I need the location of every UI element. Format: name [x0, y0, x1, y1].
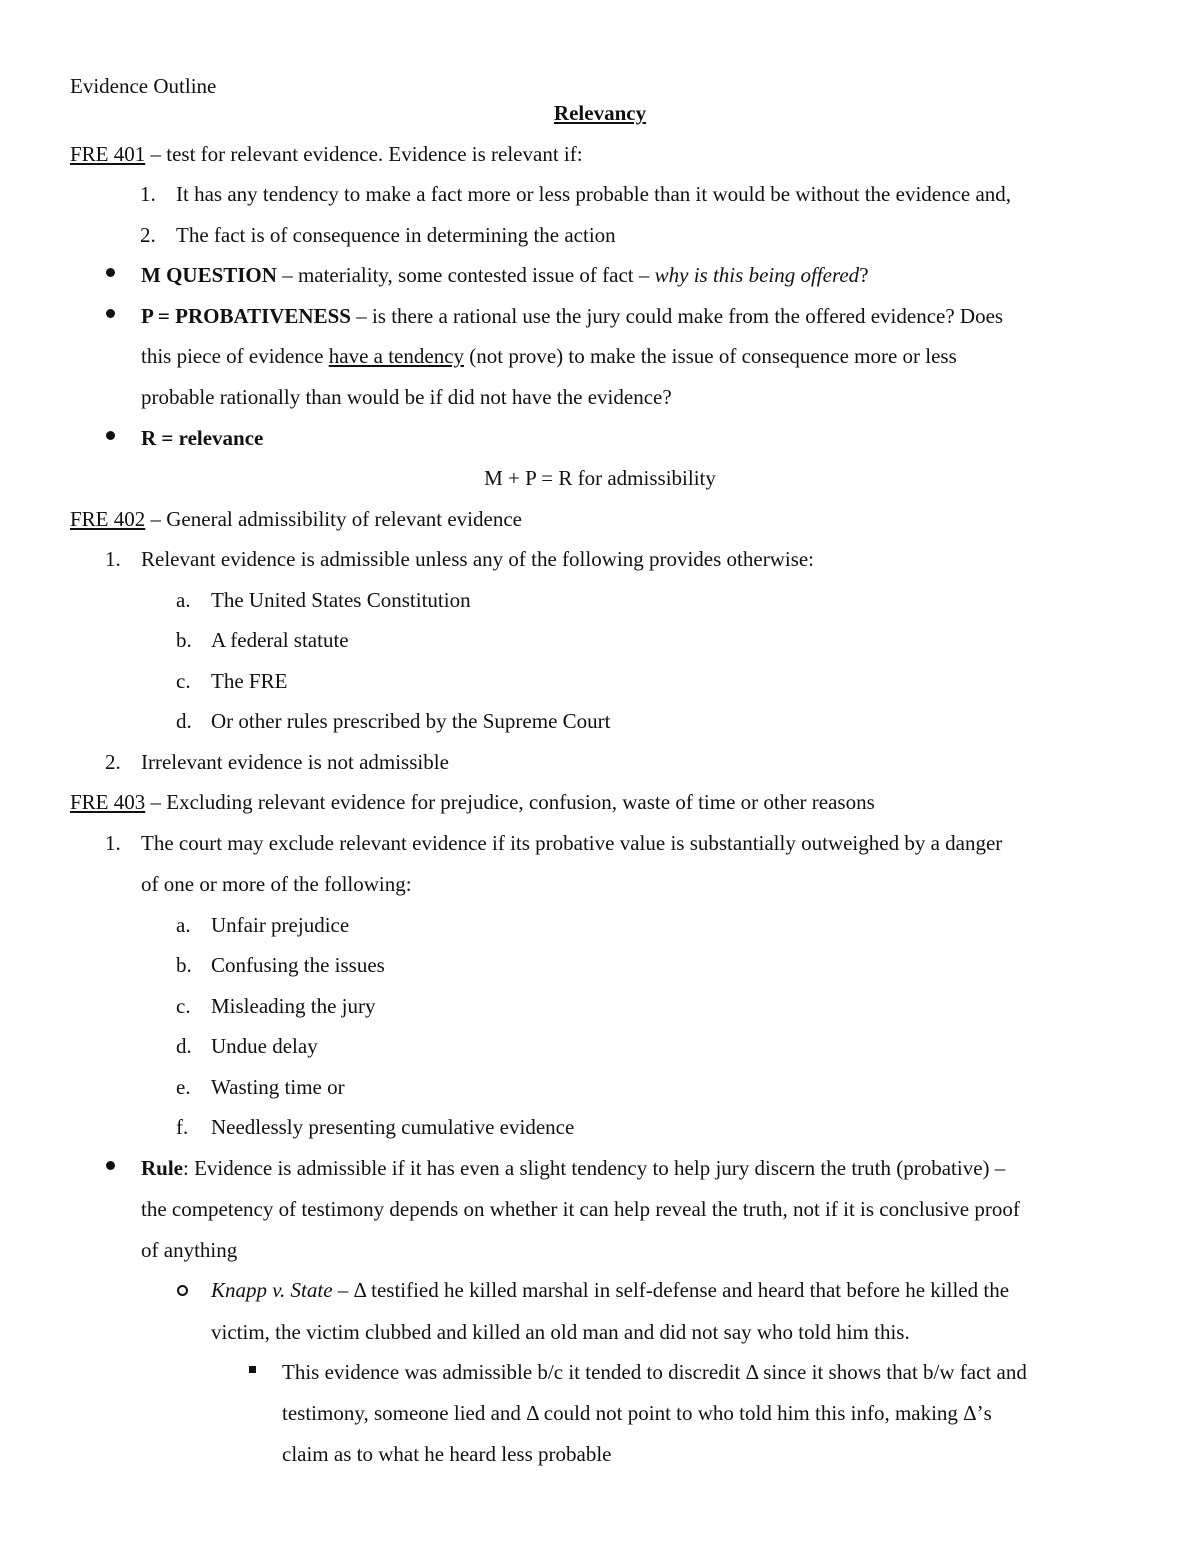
rule-bullet: Rule: Evidence is admissible if it has even a slight tendency to help jury discern the truth (probative) – — [141, 1156, 1006, 1180]
fre402-desc: – General admissibility of relevant evidence — [145, 507, 522, 531]
list-subitem: Undue delay — [211, 1034, 318, 1058]
case-name: Knapp v. State — [211, 1278, 333, 1302]
bullet-dot-icon — [106, 309, 115, 318]
list-letter: c. — [176, 669, 191, 693]
list-letter: b. — [176, 953, 192, 977]
bullet-dot-icon — [106, 268, 115, 277]
case-note: This evidence was admissible b/c it tended to discredit Δ since it shows that b/w fact and — [282, 1360, 1027, 1384]
list-item-cont: of one or more of the following: — [141, 872, 412, 896]
r-relevance-bullet: R = relevance — [141, 426, 264, 450]
bullet-circle-icon — [177, 1285, 188, 1296]
bullet-dot-icon — [106, 1161, 115, 1170]
list-number: 1. — [140, 182, 156, 206]
list-subitem: A federal statute — [211, 628, 349, 652]
list-letter: c. — [176, 994, 191, 1018]
case-bullet-line2: victim, the victim clubbed and killed an old man and did not say who told him this. — [211, 1320, 910, 1344]
rule-bullet-line2: the competency of testimony depends on whether it can help reveal the truth, not if it is conclusive proof — [141, 1197, 1020, 1221]
list-subitem: The United States Constitution — [211, 588, 471, 612]
list-item: Irrelevant evidence is not admissible — [141, 750, 449, 774]
m-question-bullet: M QUESTION – materiality, some contested issue of fact – why is this being offered? — [141, 263, 869, 287]
list-letter: e. — [176, 1075, 191, 1099]
list-letter: b. — [176, 628, 192, 652]
list-item: It has any tendency to make a fact more or less probable than it would be without the evidence and, — [176, 182, 1012, 206]
section-heading: Relevancy — [553, 101, 647, 125]
list-letter: d. — [176, 709, 192, 733]
list-item: The fact is of consequence in determining the action — [176, 223, 616, 247]
bullet-dot-icon — [106, 431, 115, 440]
list-subitem: Or other rules prescribed by the Supreme Court — [211, 709, 611, 733]
fre401-rule: FRE 401 — [70, 142, 146, 166]
list-subitem: Unfair prejudice — [211, 913, 350, 937]
list-letter: f. — [176, 1115, 189, 1139]
list-number: 1. — [105, 831, 121, 855]
list-subitem: Wasting time or — [211, 1075, 345, 1099]
list-number: 2. — [105, 750, 121, 774]
case-bullet: Knapp v. State – Δ testified he killed marshal in self-defense and heard that before he killed the — [211, 1278, 1010, 1302]
p-probativeness-line2: this piece of evidence have a tendency (not prove) to make the issue of consequence more or less — [141, 344, 957, 368]
fre401-heading — [70, 140, 583, 168]
document-title: Evidence Outline — [70, 74, 217, 98]
fre402-heading — [70, 505, 522, 533]
list-subitem: The FRE — [211, 669, 288, 693]
fre403-rule: FRE 403 — [70, 790, 146, 814]
fre401-desc: – test for relevant evidence. Evidence is relevant if: — [145, 142, 583, 166]
case-note-line2: testimony, someone lied and Δ could not point to who told him this info, making Δ’s — [282, 1401, 992, 1425]
list-letter: d. — [176, 1034, 192, 1058]
formula: M + P = R for admissibility — [484, 466, 716, 490]
list-number: 1. — [105, 547, 121, 571]
list-item: The court may exclude relevant evidence if its probative value is substantially outweighed by a danger — [141, 831, 1003, 855]
fre402-rule: FRE 402 — [70, 507, 146, 531]
p-probativeness-bullet: P = PROBATIVENESS – is there a rational use the jury could make from the offered evidence? Does — [141, 304, 1004, 328]
bullet-square-icon — [249, 1366, 256, 1373]
fre403-heading — [70, 788, 875, 816]
list-item: Relevant evidence is admissible unless any of the following provides otherwise: — [141, 547, 815, 571]
list-letter: a. — [176, 913, 191, 937]
p-probativeness-line3: probable rationally than would be if did not have the evidence? — [141, 385, 672, 409]
list-number: 2. — [140, 223, 156, 247]
rule-bullet-line3: of anything — [141, 1238, 238, 1262]
list-letter: a. — [176, 588, 191, 612]
list-subitem: Confusing the issues — [211, 953, 385, 977]
list-subitem: Needlessly presenting cumulative evidence — [211, 1115, 575, 1139]
list-subitem: Misleading the jury — [211, 994, 376, 1018]
fre403-desc: – Excluding relevant evidence for prejudice, confusion, waste of time or other reasons — [145, 790, 875, 814]
case-note-line3: claim as to what he heard less probable — [282, 1442, 612, 1466]
